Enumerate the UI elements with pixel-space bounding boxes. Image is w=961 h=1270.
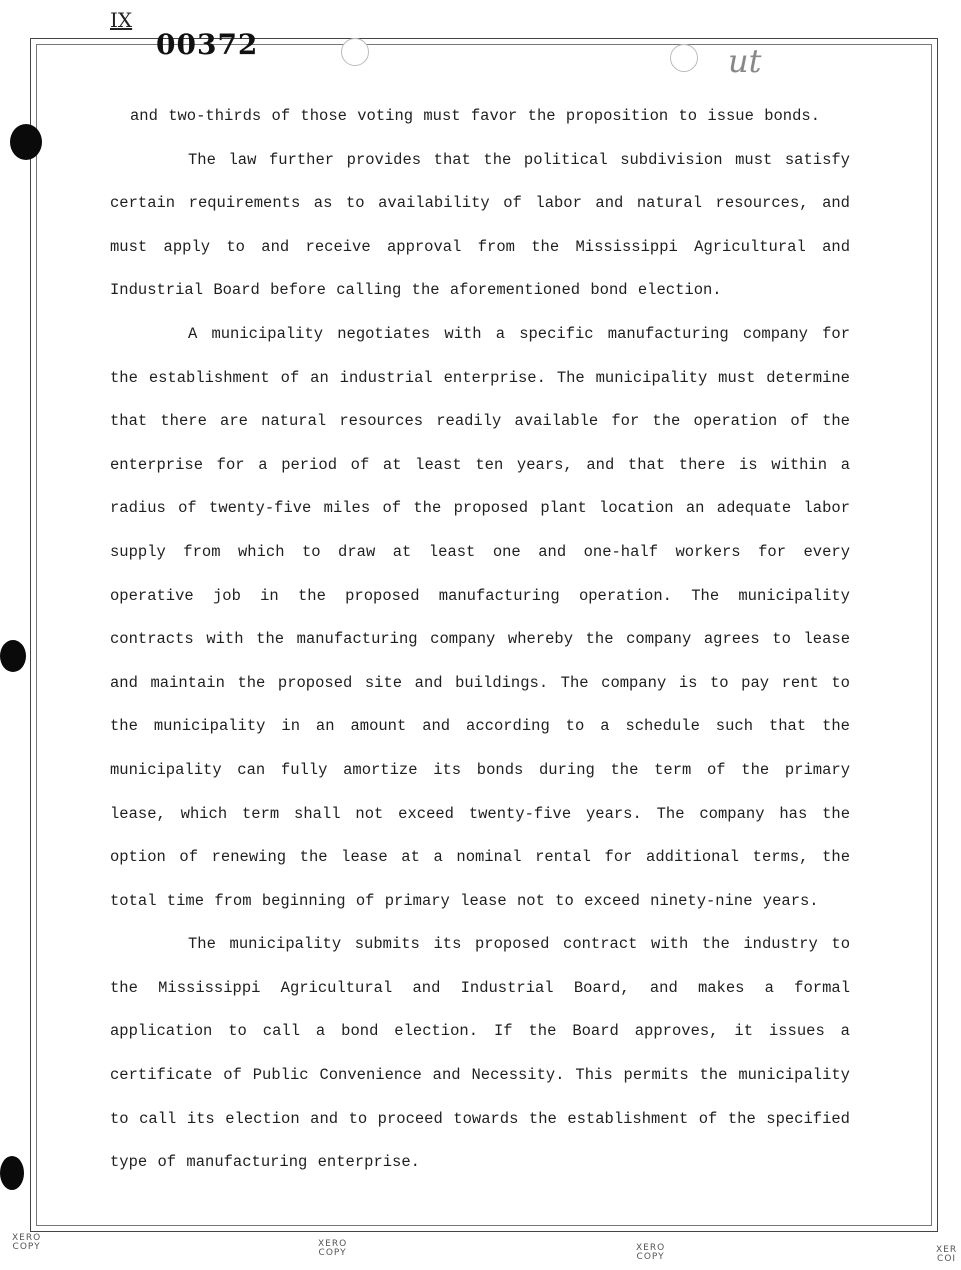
binder-hole-left [341, 38, 369, 66]
punch-mark-top [10, 124, 42, 160]
handwritten-initials: ut [728, 42, 762, 80]
binder-hole-right [670, 44, 698, 72]
paragraph-municipality-negotiation: A municipality negotiates with a specific manufacturing company for the establishment of an industrial enterprise. The municipality must determine that there are natural resources readily available for the operation of the enterprise for a period of at least ten years, and that there is within a radius of twenty-five miles of the proposed plant location an adequate labor supply from which to draw at least one and one-half workers for every operative job in the proposed manufacturing operation. The municipality contracts with the manufacturing company whereby the company agrees to lease and maintain the proposed site and buildings. The company is to pay rent to the municipality in an amount and according to a schedule such that the municipality can fully amortize its bonds during the term of the primary lease, which term shall not exceed twenty-five years. The company has the option of renewing the lease at a nominal rental for additional terms, the total time from beginning of primary lease not to exceed ninety-nine years. [110, 324, 850, 910]
paragraph-continuation: and two-thirds of those voting must favor the proposition to issue bonds. [130, 107, 821, 125]
document-number: 00372 [156, 28, 259, 61]
paragraph-board-application: The municipality submits its proposed contract with the industry to the Mississippi Agricultural and Industrial Board, and makes a formal application to call a bond election. If the Board approves, it issues a certificate of Public Convenience and Necessity. This permits the municipality to call its election and to proceed towards the establishment of the specified type of manufacturing enterprise. [110, 935, 850, 1172]
header-roman-numeral: IX [110, 8, 133, 32]
document-body [110, 95, 850, 1185]
xero-copy-stamp-2: XERO COPY [318, 1239, 348, 1258]
xero-copy-stamp-1: XERO COPY [12, 1233, 42, 1252]
punch-mark-bottom [0, 1156, 24, 1190]
xero-copy-stamp-3: XERO COPY [636, 1243, 666, 1262]
paragraph-law-requirements: The law further provides that the political subdivision must satisfy certain requirements as to availability of labor and natural resources, and must apply to and receive approval from the Mississippi Agricultural and Industrial Board before calling the aforementioned bond election. [110, 150, 850, 300]
punch-mark-middle [0, 640, 26, 672]
xero-copy-stamp-4: XER COI [936, 1245, 958, 1264]
